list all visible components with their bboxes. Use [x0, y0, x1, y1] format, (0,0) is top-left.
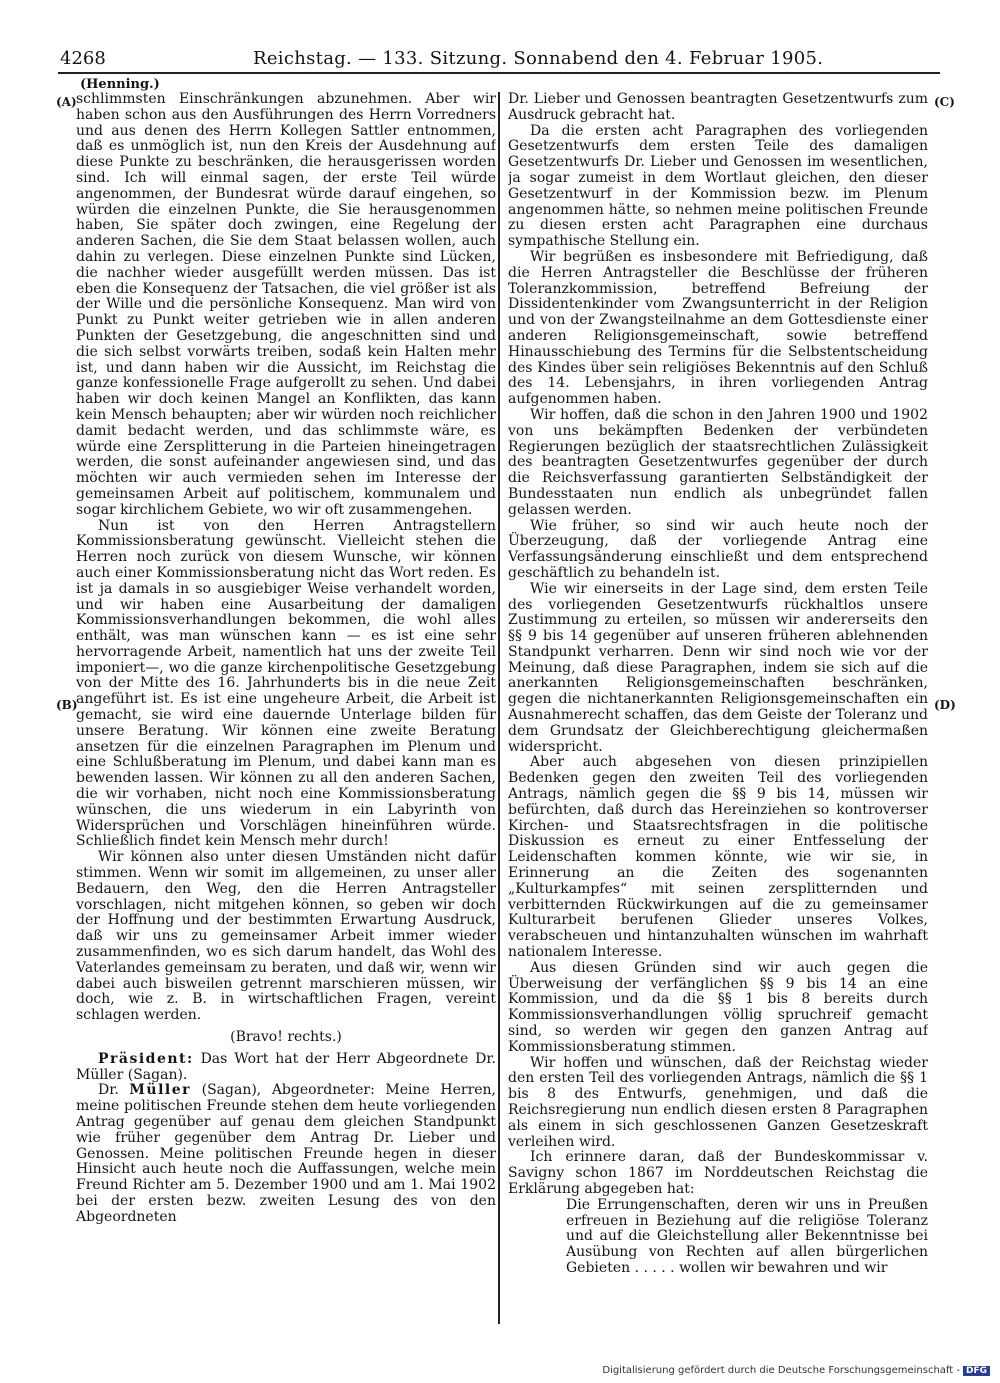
mueller-label: Müller	[129, 1082, 192, 1099]
president-label: Präsident:	[98, 1050, 194, 1067]
paragraph: schlimmsten Einschränkungen abzunehmen. Aber wir haben schon aus den Ausführungen des Herrn Vorredners und aus denen des Herrn Kollegen Sattler entnommen, daß es unmöglich ist, nun den Kreis der Ausdehnung auf diese Punkte zu beschränken, die herausgerissen worden sind. Ich will einmal sagen, der erste Teil würde angenommen, der Bundesrat würde darauf eingehen, so würden die einzelnen Punkte, die Sie herausgenommen haben, Sie später doch zwingen, eine Regelung der anderen Sachen, die Sie dem Staat belassen wollen, auch dahin zu verlegen. Diese einzelnen Punkte sind Lücken, die nachher wieder ausgefüllt werden müssen. Das ist eben die Konsequenz der Tatsachen, die viel größer ist als der Wille und die persönliche Konsequenz. Man wird von Punkt zu Punkt weiter getrieben wie in allen anderen Punkten der Gesetzgebung, die angeschnitten sind und die sich selbst vorwärts treiben, sodaß kein Halten mehr ist, und dann haben wir die Aussicht, im Reichstag die ganze konfessionelle Frage aufgerollt zu sehen. Und dabei haben wir doch keinen Mangel an Konflikten, das kann kein Mensch behaupten; aber wir würden noch reichlicher damit bedacht werden, und das schlimmste wäre, es würde eine Zersplitterung in die Parteien hineingetragen werden, die sonst aufeinander angewiesen sind, und das möchten wir auch vermieden sehen im Interesse der gemeinsamen Arbeit auf politischem, kommunalem und sogar kirchlichem Gebiete, wo wir oft zusammengehen.	[76, 92, 496, 518]
mueller-intro: Dr.	[98, 1082, 119, 1099]
speaker-name: (Henning.)	[80, 77, 160, 92]
mueller-paragraph	[76, 1083, 496, 1225]
footer-text: Digitalisierung gefördert durch die Deutsche Forschungsgemeinschaft -	[602, 1365, 960, 1376]
margin-marker-c: (C)	[934, 95, 955, 109]
president-text: Das Wort hat der Herr Abgeordnete Dr. Müller (Sagan).	[76, 1050, 496, 1083]
applause-note: (Bravo! rechts.)	[230, 1029, 342, 1046]
paragraph: Wir hoffen, daß die schon in den Jahren 1900 und 1902 von uns bekämpften Bedenken der verbündeten Regierungen bezüglich der staatsrechtlichen Zulässigkeit des beantragten Gesetzentwurfes gegenüber der durch die Reichsverfassung garantierten Selbständigkeit der Bundesstaaten nun endlich als unbegründet fallen gelassen werden.	[508, 406, 928, 518]
paragraph: Wir begrüßen es insbesondere mit Befriedigung, daß die Herren Antragsteller die Beschlüsse der früheren Toleranzkommission, betreffend Befreiung der Dissidentenkinder vom Zwangsunterricht in der Religion und von der Zwangsteilnahme an dem Gottesdienste einer anderen Religionsgemeinschaft, sowie betreffend Hinausschiebung des Termins für die Selbstentscheidung des Kindes über sein religiöses Bekenntnis auf den Schluß des 14. Lebensjahrs, in ihren vorliegenden Antrag aufgenommen haben.	[508, 248, 928, 408]
paragraph: Wie früher, so sind wir auch heute noch der Überzeugung, daß der vorliegende Antrag eine Verfassungsänderung einschließt und dem entsprechend geschäftlich zu behandeln ist.	[508, 517, 928, 581]
margin-marker-d: (D)	[934, 698, 956, 712]
block-quote	[566, 1198, 928, 1277]
paragraph: Wir hoffen und wünschen, daß der Reichstag wieder den ersten Teil des vorliegenden Antrags, nämlich die §§ 1 bis 8 des Entwurfs, genehmigen, und daß die Reichsregierung nun endlich diesen ersten 8 Paragraphen als einem in sich geschlossenen Ganzen Gesetzeskraft verleihen wird.	[508, 1054, 928, 1150]
right-column	[508, 92, 928, 1332]
running-title: Reichstag. — 133. Sitzung. Sonnabend den 4. Februar 1905.	[253, 48, 824, 69]
page-header	[58, 46, 940, 74]
president-paragraph	[76, 1052, 496, 1084]
paragraph: Wir können also unter diesen Umständen nicht dafür stimmen. Wenn wir somit im allgemeinen, zu unser aller Bedauern, den Weg, den die Herren Antragsteller vorschlagen, nicht mitgehen können, so geben wir doch der Hoffnung und der bestimmten Erwartung Ausdruck, daß wir uns zu gemeinsamer Arbeit immer wieder zusammenfinden, wo es sich darum handelt, das Wohl des Vaterlandes gemeinsam zu beraten, und daß wir, wenn wir dabei auch bisweilen getrennt marschieren müssen, wir doch, wie z. B. in wirtschaftlichen Fragen, vereint schlagen werden.	[76, 849, 496, 1024]
margin-marker-a: (A)	[56, 95, 77, 109]
paragraph: Dr. Lieber und Genossen beantragten Gesetzentwurfs zum Ausdruck gebracht hat.	[508, 92, 928, 123]
left-column	[76, 92, 496, 1332]
mueller-text: (Sagan), Abgeordneter: Meine Herren, meine politischen Freunde stehen dem heute vorliegenden Antrag gegenüber auf genau dem gleichen Standpunkt wie früher gegenüber dem Antrag Dr. Lieber und Genossen. Meine politischen Freunde hegen in dieser Hinsicht auch heute noch die Auffassungen, welche mein Freund Richter am 5. Dezember 1900 und am 1. Mai 1902 bei der ersten bezw. zweiten Lesung des von den Abgeordneten	[76, 1082, 496, 1225]
paragraph: Aus diesen Gründen sind wir auch gegen die Überweisung der verfänglichen §§ 9 bis 14 an eine Kommission, und da die §§ 1 bis 8 bereits durch Kommissionsverhandlungen völlig spruchreif gemacht sind, so werden wir gegen den ganzen Antrag auf Kommissionsberatung stimmen.	[508, 959, 928, 1055]
paragraph: Aber auch abgesehen von diesen prinzipiellen Bedenken gegen den zweiten Teil des vorliegenden Antrags, nämlich gegen die §§ 9 bis 14, müssen wir befürchten, daß durch das Hereinziehen so kontroverser Kirchen- und Staatsrechtsfragen in die politische Diskussion es erneut zu einer Entfesselung der Leidenschaften kommen könnte, wie wir sie, in Erinnerung an die Zeiten des sogenannten „Kulturkampfes“ mit seinen zersplitternden und verbitternden Rückwirkungen auf die zu gemeinsamer Kulturarbeit berufenen Glieder unseres Volkes, verabscheuen und hintanzuhalten wünschen im wahrhaft nationalem Interesse.	[508, 754, 928, 961]
paragraph: Wie wir einerseits in der Lage sind, dem ersten Teile des vorliegenden Gesetzentwurfs rückhaltlos unsere Zustimmung zu erteilen, so müssen wir andererseits den §§ 9 bis 14 gegenüber auf unseren früheren ablehnenden Standpunkt verharren. Denn wir sind noch wie vor der Meinung, daß diese Paragraphen, indem sie sich auf die anerkannten Religionsgemeinschaften beschränken, gegen die nichtanerkannten Religionsgemeinschaften ein Ausnahmerecht schaffen, das dem Geiste der Toleranz und dem Grundsatz der Gleichberechtigung gleichermaßen widerspricht.	[508, 580, 928, 755]
paragraph: Nun ist von den Herren Antragstellern Kommissionsberatung gewünscht. Vielleicht stehen die Herren noch zurück von diesem Wunsche, wir können auch einer Kommissionsberatung nicht das Wort reden. Es ist ja damals in so ausgiebiger Weise verhandelt worden, und wir haben eine Ausarbeitung der damaligen Kommissionsverhandlungen bekommen, die wohl alles enthält, was man wünschen kann — es ist eine sehr hervorragende Arbeit, namentlich hat uns der zweite Teil imponiert—, wo die ganze kirchenpolitische Gesetzgebung von der Mitte des 16. Jahrhunderts bis in die neue Zeit angeführt ist. Es ist eine ungeheure Arbeit, die Arbeit ist gemacht, sie wird eine dauernde Unterlage bilden für unsere Beratung. Wir können eine zweite Beratung ansetzen für die einzelnen Paragraphen im Plenum und eine Schlußberatung im Plenum, und dabei kann man es bewenden lassen. Wir können zu all den anderen Sachen, die wir vorhaben, nicht noch eine Kommissionsberatung wünschen, die uns wiederum in ein Labyrinth von Widersprüchen und Vorschlägen hineinführen würde. Schließlich findet kein Mensch mehr durch!	[76, 517, 496, 850]
dfg-logo: DFG	[963, 1366, 990, 1376]
column-divider	[498, 92, 500, 1324]
paragraph: Da die ersten acht Paragraphen des vorliegenden Gesetzentwurfs dem ersten Teile des damaligen Gesetzentwurfs Dr. Lieber und Genossen im wesentlichen, ja sogar zumeist in dem Wortlaut gleichen, den dieser Gesetzentwurf in der Kommission bezw. im Plenum angenommen hätte, so nehmen meine politischen Freunde zu diesen ersten acht Paragraphen eine durchaus sympathische Stellung ein.	[508, 122, 928, 250]
page-number: 4268	[60, 48, 106, 69]
quote-text: Die Errungenschaften, deren wir uns in Preußen erfreuen in Beziehung auf die religiöse Toleranz und auf die Gleichstellung aller Bekenntnisse bei Ausübung von Rechten auf allen bürgerlichen Gebieten . . . . . wollen wir bewahren und wir	[566, 1196, 928, 1276]
paragraph: Ich erinnere daran, daß der Bundeskommissar v. Savigny schon 1867 im Norddeutschen Reichstag die Erklärung abgegeben hat:	[508, 1149, 928, 1197]
footer-credit	[602, 1365, 990, 1376]
margin-marker-b: (B)	[56, 698, 78, 712]
